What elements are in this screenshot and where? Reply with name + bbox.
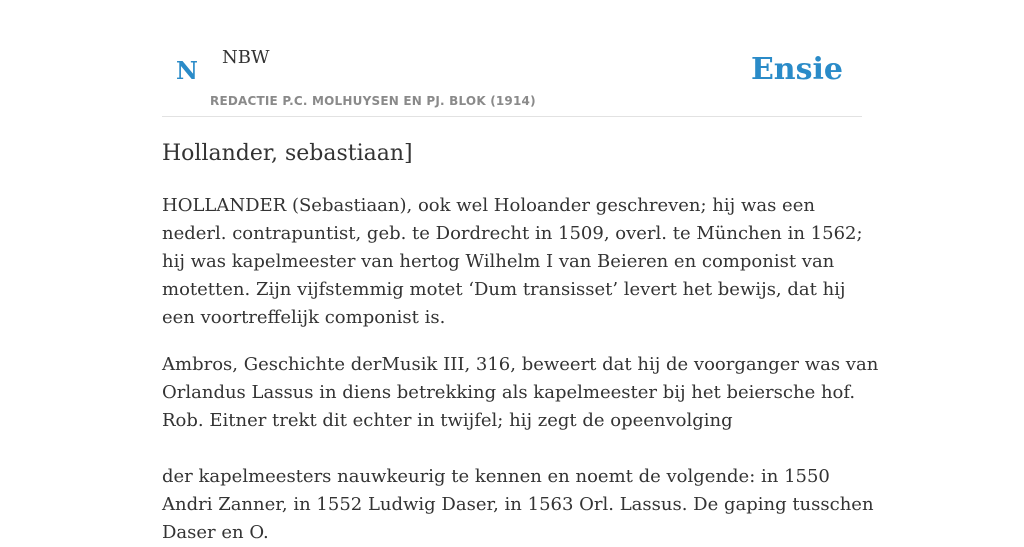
article	[162, 137, 882, 547]
source-subtitle: REDACTIE P.C. MOLHUYSEN EN PJ. BLOK (1914)	[210, 94, 536, 108]
source-logo[interactable]: N	[176, 56, 198, 85]
site-header	[162, 0, 862, 117]
article-paragraph: Ambros, Geschichte derMusik III, 316, beweert dat hij de voorganger was van Orlandus Lassus in diens betrekking als kapelmeester bij het beiersche hof. Rob. Eitner trekt dit echter in twijfel; hij zegt de opeenvolging	[162, 354, 879, 431]
article-paragraph: HOLLANDER (Sebastiaan), ook wel Holoander geschreven; hij was een nederl. contrapuntist, geb. te Dordrecht in 1509, overl. te München in 1562; hij was kapelmeester van hertog Wilhelm I van Beieren en componist van motetten. Zijn vijfstemmig motet ‘Dum transisset’ levert het bewijs, dat hij een voortreffelijk componist is.	[162, 195, 863, 328]
source-name[interactable]: NBW	[222, 47, 270, 68]
article-title: Hollander, sebastiaan]	[162, 141, 413, 166]
ensie-logo[interactable]: Ensie	[750, 52, 843, 87]
article-paragraph: der kapelmeesters nauwkeurig te kennen en noemt de volgende: in 1550 Andri Zanner, in 1552 Ludwig Daser, in 1563 Orl. Lassus. De gaping tusschen Daser en O.	[162, 466, 874, 543]
